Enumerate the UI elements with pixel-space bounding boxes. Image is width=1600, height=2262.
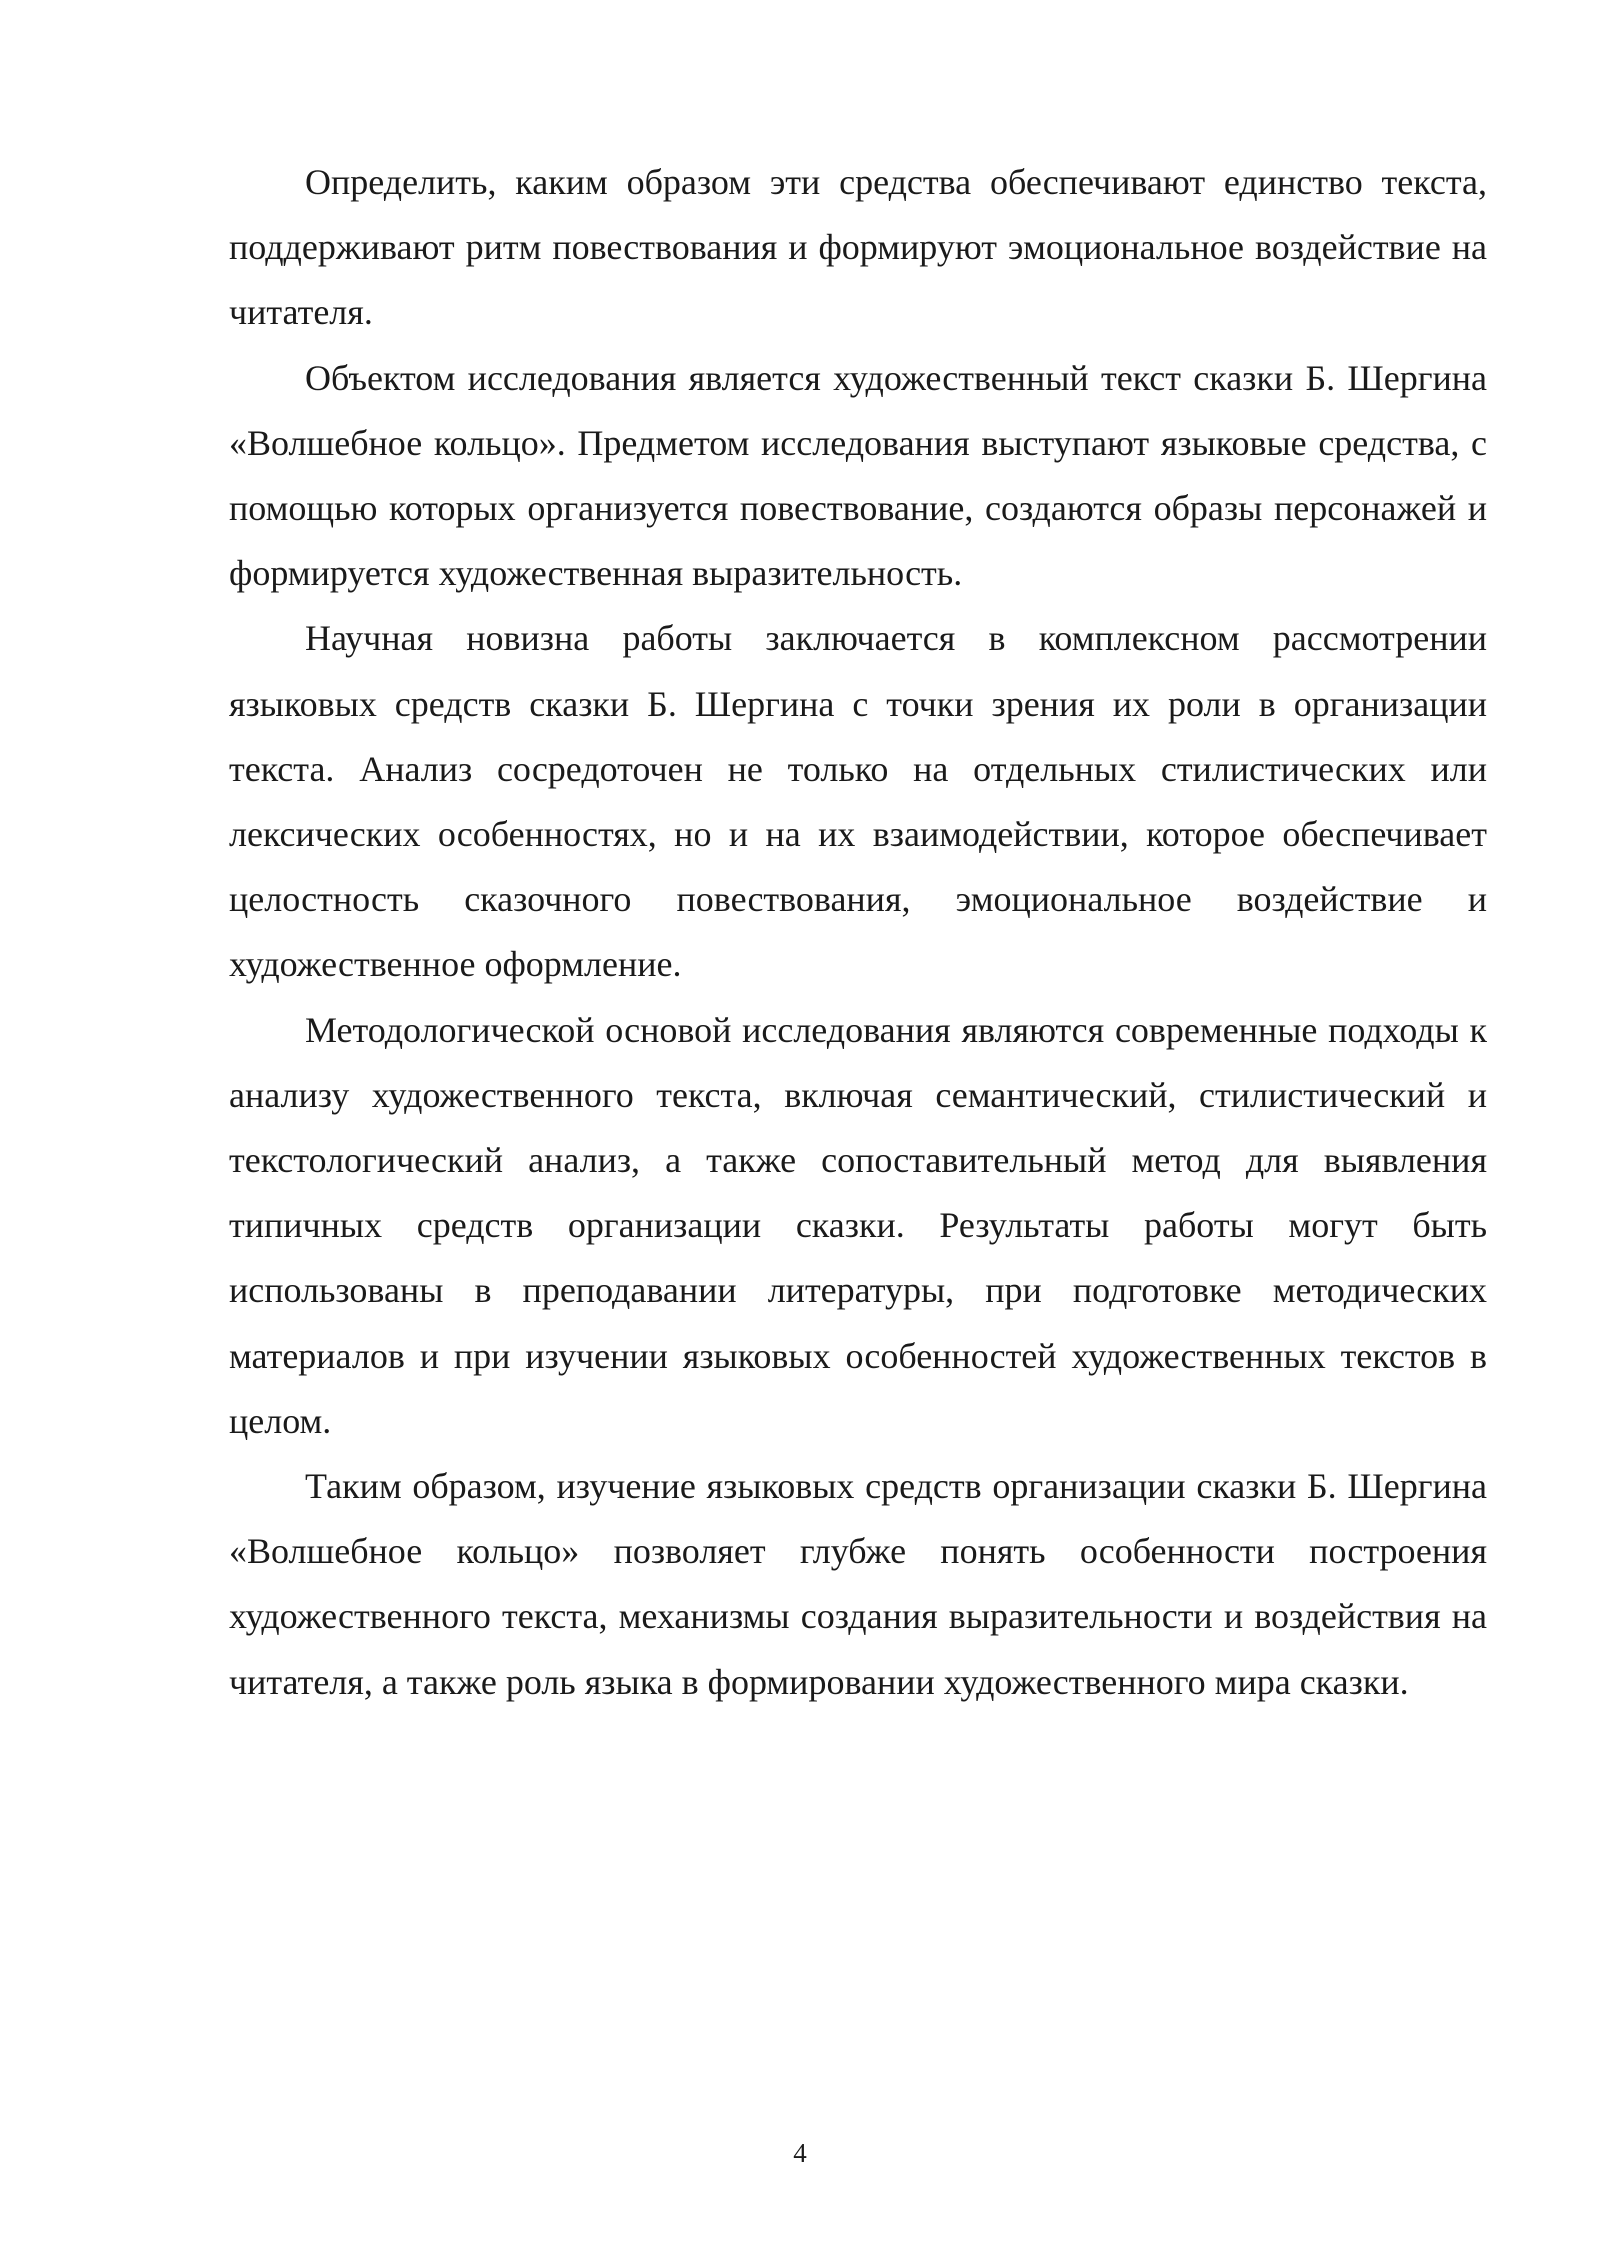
paragraph-methodology: Методологической основой исследования являются современные подходы к анализу художественного текста, включая семантический, стилистический и текстологический анализ, а также сопоставительный метод для выявления типичных средств организации сказки. Результаты работы могут быть использованы в преподавании литературы, при подготовке методических материалов и при изучении языковых особенностей художественных текстов в целом. [229, 1009, 1487, 1441]
paragraph-conclusion: Таким образом, изучение языковых средств организации сказки Б. Шергина «Волшебное кольцо» позволяет глубже понять особенности построения художественного текста, механизмы создания выразительности и воздействия на читателя, а также роль языка в формировании художественного мира сказки. [229, 1466, 1487, 1702]
paragraph-goal: Определить, каким образом эти средства обеспечивают единство текста, поддерживают ритм повествования и формируют эмоциональное воздействие на читателя. [229, 162, 1487, 333]
body-text [229, 150, 1487, 1715]
paragraph-novelty: Научная новизна работы заключается в комплексном рассмотрении языковых средств сказки Б. Шергина с точки зрения их роли в организации текста. Анализ сосредоточен не только на отдельных стилистических или лексических особенностях, но и на их взаимодействии, которое обеспечивает целостность сказочного повествования, эмоциональное воздействие и художественное оформление. [229, 618, 1487, 985]
paragraph-object-subject: Объектом исследования является художественный текст сказки Б. Шергина «Волшебное кольцо». Предметом исследования выступают языковые средства, с помощью которых организуется повествование, создаются образы персонажей и формируется художественная выразительность. [229, 357, 1487, 594]
page-number: 4 [793, 2138, 807, 2168]
